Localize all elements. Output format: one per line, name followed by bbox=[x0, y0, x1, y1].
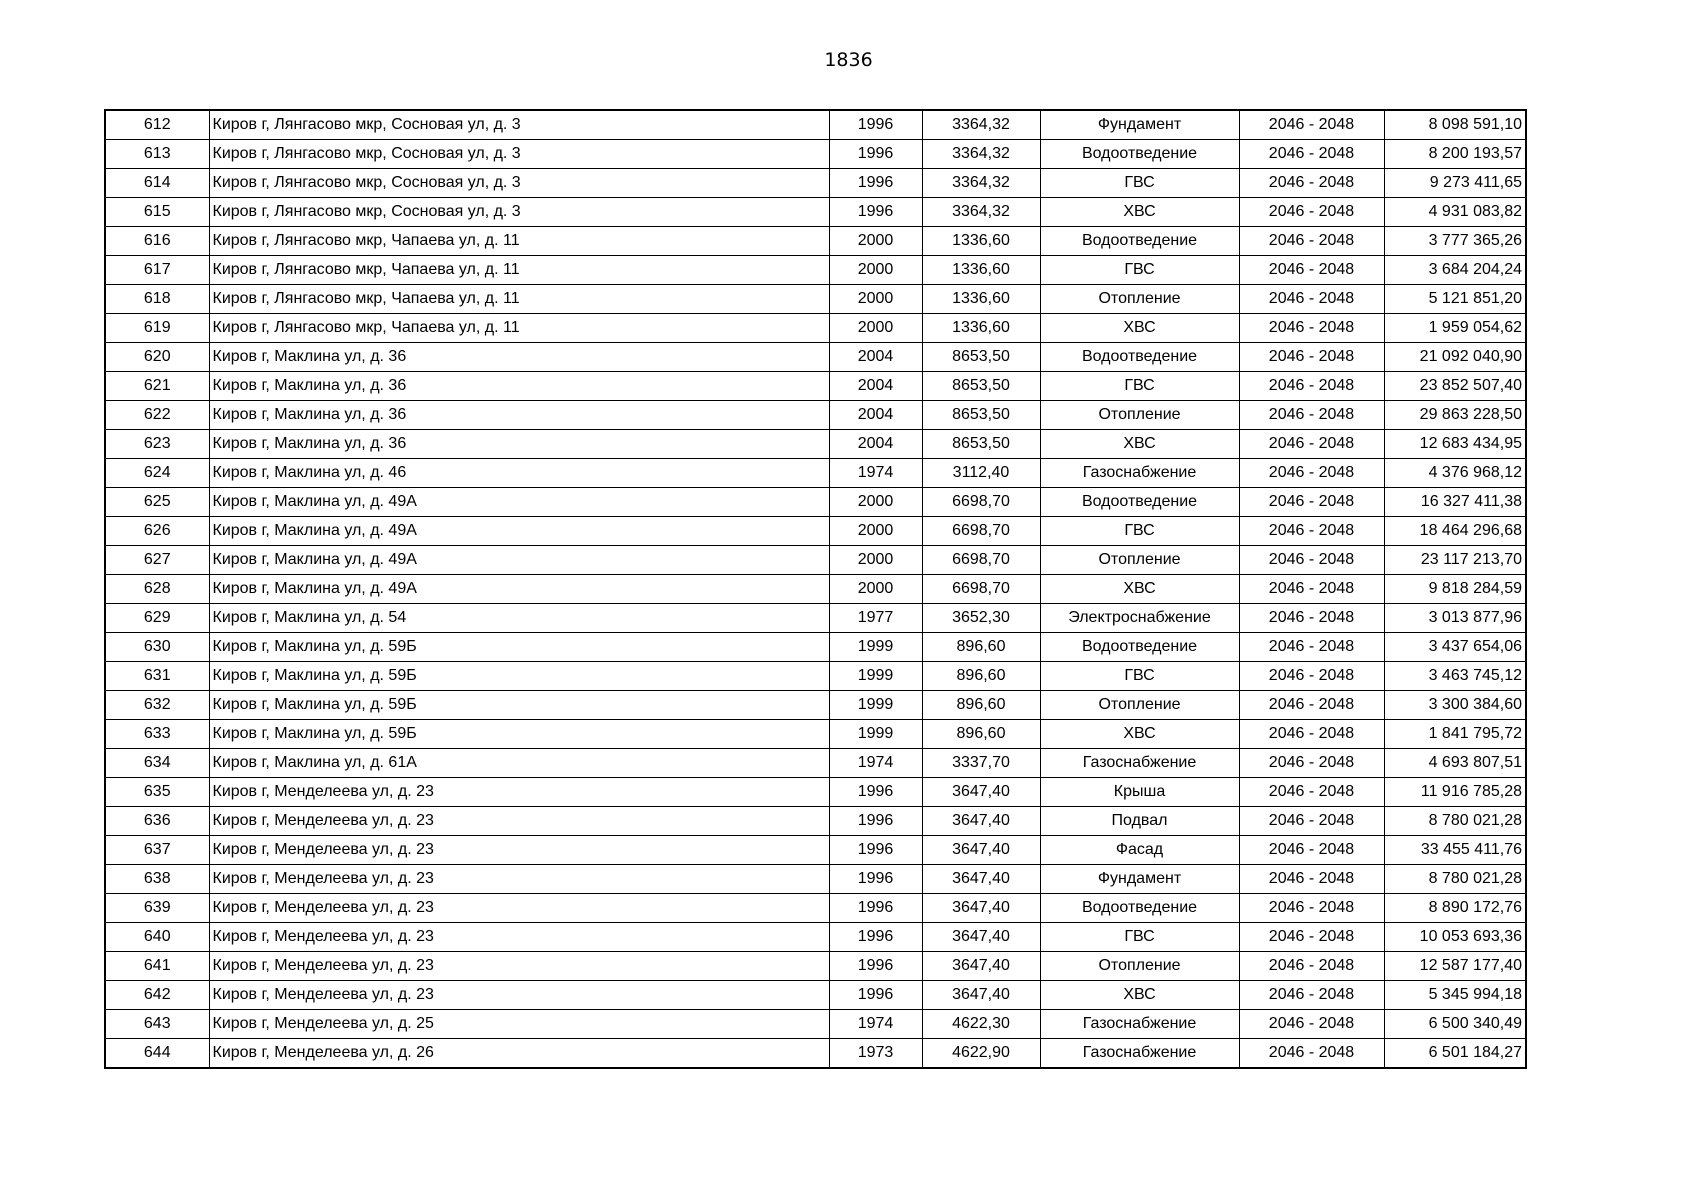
cell-work-type: Водоотведение bbox=[1040, 633, 1239, 662]
cell-row-number: 635 bbox=[105, 778, 209, 807]
cell-work-type: ГВС bbox=[1040, 169, 1239, 198]
cell-period: 2046 - 2048 bbox=[1239, 285, 1384, 314]
cell-build-year: 2000 bbox=[829, 546, 922, 575]
cell-area: 3647,40 bbox=[922, 836, 1040, 865]
repair-schedule-table bbox=[104, 109, 1527, 1069]
cell-period: 2046 - 2048 bbox=[1239, 633, 1384, 662]
cell-work-type: ХВС bbox=[1040, 720, 1239, 749]
cell-cost: 3 777 365,26 bbox=[1384, 227, 1526, 256]
cell-cost: 23 852 507,40 bbox=[1384, 372, 1526, 401]
cell-address: Киров г, Менделеева ул, д. 23 bbox=[209, 923, 829, 952]
table-row bbox=[105, 778, 1526, 807]
cell-row-number: 638 bbox=[105, 865, 209, 894]
cell-address: Киров г, Менделеева ул, д. 25 bbox=[209, 1010, 829, 1039]
cell-address: Киров г, Маклина ул, д. 49А bbox=[209, 488, 829, 517]
cell-cost: 3 437 654,06 bbox=[1384, 633, 1526, 662]
cell-row-number: 640 bbox=[105, 923, 209, 952]
cell-period: 2046 - 2048 bbox=[1239, 169, 1384, 198]
cell-build-year: 2000 bbox=[829, 314, 922, 343]
cell-build-year: 2000 bbox=[829, 256, 922, 285]
cell-address: Киров г, Маклина ул, д. 49А bbox=[209, 546, 829, 575]
cell-address: Киров г, Лянгасово мкр, Чапаева ул, д. 11 bbox=[209, 256, 829, 285]
cell-row-number: 615 bbox=[105, 198, 209, 227]
cell-work-type: ХВС bbox=[1040, 575, 1239, 604]
cell-work-type: ХВС bbox=[1040, 981, 1239, 1010]
cell-period: 2046 - 2048 bbox=[1239, 923, 1384, 952]
cell-build-year: 2000 bbox=[829, 575, 922, 604]
cell-area: 6698,70 bbox=[922, 488, 1040, 517]
cell-period: 2046 - 2048 bbox=[1239, 401, 1384, 430]
cell-cost: 3 300 384,60 bbox=[1384, 691, 1526, 720]
cell-period: 2046 - 2048 bbox=[1239, 952, 1384, 981]
cell-build-year: 1996 bbox=[829, 140, 922, 169]
cell-build-year: 1973 bbox=[829, 1039, 922, 1069]
cell-period: 2046 - 2048 bbox=[1239, 110, 1384, 140]
cell-cost: 5 345 994,18 bbox=[1384, 981, 1526, 1010]
cell-area: 896,60 bbox=[922, 720, 1040, 749]
cell-address: Киров г, Лянгасово мкр, Сосновая ул, д. 3 bbox=[209, 140, 829, 169]
cell-area: 1336,60 bbox=[922, 285, 1040, 314]
table-row bbox=[105, 662, 1526, 691]
cell-cost: 3 463 745,12 bbox=[1384, 662, 1526, 691]
cell-row-number: 619 bbox=[105, 314, 209, 343]
cell-row-number: 622 bbox=[105, 401, 209, 430]
cell-cost: 8 780 021,28 bbox=[1384, 807, 1526, 836]
cell-cost: 6 501 184,27 bbox=[1384, 1039, 1526, 1069]
cell-build-year: 1974 bbox=[829, 1010, 922, 1039]
cell-cost: 16 327 411,38 bbox=[1384, 488, 1526, 517]
cell-address: Киров г, Лянгасово мкр, Сосновая ул, д. 3 bbox=[209, 198, 829, 227]
cell-build-year: 1996 bbox=[829, 110, 922, 140]
cell-build-year: 1999 bbox=[829, 662, 922, 691]
cell-address: Киров г, Маклина ул, д. 54 bbox=[209, 604, 829, 633]
cell-work-type: Газоснабжение bbox=[1040, 749, 1239, 778]
table-row bbox=[105, 227, 1526, 256]
table-row bbox=[105, 517, 1526, 546]
cell-address: Киров г, Менделеева ул, д. 23 bbox=[209, 894, 829, 923]
cell-work-type: Отопление bbox=[1040, 401, 1239, 430]
cell-address: Киров г, Маклина ул, д. 46 bbox=[209, 459, 829, 488]
cell-area: 8653,50 bbox=[922, 430, 1040, 459]
cell-build-year: 2004 bbox=[829, 401, 922, 430]
cell-build-year: 1999 bbox=[829, 720, 922, 749]
cell-cost: 12 587 177,40 bbox=[1384, 952, 1526, 981]
cell-build-year: 1996 bbox=[829, 807, 922, 836]
table-row bbox=[105, 807, 1526, 836]
cell-row-number: 628 bbox=[105, 575, 209, 604]
cell-period: 2046 - 2048 bbox=[1239, 981, 1384, 1010]
cell-work-type: ХВС bbox=[1040, 198, 1239, 227]
cell-address: Киров г, Маклина ул, д. 36 bbox=[209, 372, 829, 401]
cell-row-number: 630 bbox=[105, 633, 209, 662]
cell-row-number: 620 bbox=[105, 343, 209, 372]
cell-build-year: 1996 bbox=[829, 836, 922, 865]
cell-work-type: ГВС bbox=[1040, 517, 1239, 546]
cell-build-year: 1996 bbox=[829, 198, 922, 227]
table-row bbox=[105, 1039, 1526, 1069]
cell-period: 2046 - 2048 bbox=[1239, 256, 1384, 285]
cell-cost: 4 693 807,51 bbox=[1384, 749, 1526, 778]
cell-period: 2046 - 2048 bbox=[1239, 807, 1384, 836]
cell-cost: 1 959 054,62 bbox=[1384, 314, 1526, 343]
cell-work-type: ГВС bbox=[1040, 372, 1239, 401]
cell-cost: 33 455 411,76 bbox=[1384, 836, 1526, 865]
cell-area: 3652,30 bbox=[922, 604, 1040, 633]
cell-row-number: 626 bbox=[105, 517, 209, 546]
cell-build-year: 1977 bbox=[829, 604, 922, 633]
cell-work-type: Газоснабжение bbox=[1040, 1039, 1239, 1069]
cell-period: 2046 - 2048 bbox=[1239, 691, 1384, 720]
cell-area: 8653,50 bbox=[922, 401, 1040, 430]
cell-work-type: Газоснабжение bbox=[1040, 459, 1239, 488]
cell-period: 2046 - 2048 bbox=[1239, 894, 1384, 923]
cell-build-year: 1999 bbox=[829, 691, 922, 720]
cell-work-type: Фундамент bbox=[1040, 110, 1239, 140]
cell-build-year: 2004 bbox=[829, 430, 922, 459]
cell-address: Киров г, Менделеева ул, д. 23 bbox=[209, 836, 829, 865]
cell-work-type: Отопление bbox=[1040, 546, 1239, 575]
cell-address: Киров г, Лянгасово мкр, Сосновая ул, д. 3 bbox=[209, 169, 829, 198]
cell-row-number: 617 bbox=[105, 256, 209, 285]
cell-area: 4622,30 bbox=[922, 1010, 1040, 1039]
cell-area: 896,60 bbox=[922, 633, 1040, 662]
table-row bbox=[105, 140, 1526, 169]
cell-area: 3647,40 bbox=[922, 952, 1040, 981]
cell-build-year: 1974 bbox=[829, 459, 922, 488]
cell-area: 8653,50 bbox=[922, 372, 1040, 401]
cell-build-year: 1974 bbox=[829, 749, 922, 778]
cell-work-type: ХВС bbox=[1040, 314, 1239, 343]
cell-address: Киров г, Маклина ул, д. 59Б bbox=[209, 633, 829, 662]
table-row bbox=[105, 952, 1526, 981]
cell-row-number: 631 bbox=[105, 662, 209, 691]
cell-period: 2046 - 2048 bbox=[1239, 604, 1384, 633]
cell-work-type: Водоотведение bbox=[1040, 140, 1239, 169]
cell-area: 1336,60 bbox=[922, 314, 1040, 343]
cell-cost: 4 376 968,12 bbox=[1384, 459, 1526, 488]
table-row bbox=[105, 488, 1526, 517]
cell-row-number: 627 bbox=[105, 546, 209, 575]
cell-period: 2046 - 2048 bbox=[1239, 459, 1384, 488]
cell-row-number: 625 bbox=[105, 488, 209, 517]
cell-period: 2046 - 2048 bbox=[1239, 488, 1384, 517]
cell-area: 6698,70 bbox=[922, 517, 1040, 546]
cell-work-type: ХВС bbox=[1040, 430, 1239, 459]
cell-work-type: Водоотведение bbox=[1040, 488, 1239, 517]
table-row bbox=[105, 343, 1526, 372]
cell-cost: 9 273 411,65 bbox=[1384, 169, 1526, 198]
cell-area: 3647,40 bbox=[922, 894, 1040, 923]
cell-area: 3364,32 bbox=[922, 110, 1040, 140]
cell-area: 1336,60 bbox=[922, 256, 1040, 285]
cell-period: 2046 - 2048 bbox=[1239, 198, 1384, 227]
table-row bbox=[105, 865, 1526, 894]
cell-row-number: 642 bbox=[105, 981, 209, 1010]
table-row bbox=[105, 169, 1526, 198]
cell-work-type: Фасад bbox=[1040, 836, 1239, 865]
cell-area: 896,60 bbox=[922, 691, 1040, 720]
cell-row-number: 644 bbox=[105, 1039, 209, 1069]
cell-row-number: 616 bbox=[105, 227, 209, 256]
cell-row-number: 621 bbox=[105, 372, 209, 401]
cell-period: 2046 - 2048 bbox=[1239, 227, 1384, 256]
cell-period: 2046 - 2048 bbox=[1239, 1010, 1384, 1039]
cell-address: Киров г, Менделеева ул, д. 23 bbox=[209, 865, 829, 894]
cell-area: 3337,70 bbox=[922, 749, 1040, 778]
cell-work-type: Крыша bbox=[1040, 778, 1239, 807]
table-row bbox=[105, 285, 1526, 314]
cell-row-number: 624 bbox=[105, 459, 209, 488]
cell-address: Киров г, Лянгасово мкр, Чапаева ул, д. 11 bbox=[209, 227, 829, 256]
cell-build-year: 2004 bbox=[829, 372, 922, 401]
cell-work-type: Водоотведение bbox=[1040, 343, 1239, 372]
cell-build-year: 1996 bbox=[829, 778, 922, 807]
cell-cost: 3 013 877,96 bbox=[1384, 604, 1526, 633]
cell-cost: 29 863 228,50 bbox=[1384, 401, 1526, 430]
cell-row-number: 613 bbox=[105, 140, 209, 169]
cell-build-year: 1996 bbox=[829, 923, 922, 952]
cell-cost: 8 098 591,10 bbox=[1384, 110, 1526, 140]
cell-build-year: 2000 bbox=[829, 488, 922, 517]
table-row bbox=[105, 720, 1526, 749]
cell-cost: 8 200 193,57 bbox=[1384, 140, 1526, 169]
cell-address: Киров г, Лянгасово мкр, Чапаева ул, д. 11 bbox=[209, 285, 829, 314]
cell-period: 2046 - 2048 bbox=[1239, 662, 1384, 691]
cell-period: 2046 - 2048 bbox=[1239, 1039, 1384, 1069]
cell-period: 2046 - 2048 bbox=[1239, 720, 1384, 749]
cell-cost: 18 464 296,68 bbox=[1384, 517, 1526, 546]
cell-work-type: Электроснабжение bbox=[1040, 604, 1239, 633]
table-row bbox=[105, 198, 1526, 227]
cell-work-type: Фундамент bbox=[1040, 865, 1239, 894]
cell-build-year: 2000 bbox=[829, 517, 922, 546]
cell-area: 3647,40 bbox=[922, 865, 1040, 894]
cell-area: 3364,32 bbox=[922, 198, 1040, 227]
table-row bbox=[105, 836, 1526, 865]
table-row bbox=[105, 691, 1526, 720]
cell-work-type: Отопление bbox=[1040, 285, 1239, 314]
cell-work-type: Водоотведение bbox=[1040, 227, 1239, 256]
cell-cost: 5 121 851,20 bbox=[1384, 285, 1526, 314]
cell-build-year: 1996 bbox=[829, 981, 922, 1010]
cell-work-type: Водоотведение bbox=[1040, 894, 1239, 923]
cell-row-number: 641 bbox=[105, 952, 209, 981]
cell-work-type: Отопление bbox=[1040, 691, 1239, 720]
cell-row-number: 629 bbox=[105, 604, 209, 633]
cell-address: Киров г, Менделеева ул, д. 23 bbox=[209, 807, 829, 836]
page-number: 1836 bbox=[824, 49, 873, 71]
table-row bbox=[105, 604, 1526, 633]
table-row bbox=[105, 633, 1526, 662]
cell-cost: 12 683 434,95 bbox=[1384, 430, 1526, 459]
cell-address: Киров г, Лянгасово мкр, Чапаева ул, д. 11 bbox=[209, 314, 829, 343]
cell-address: Киров г, Маклина ул, д. 49А bbox=[209, 517, 829, 546]
cell-cost: 1 841 795,72 bbox=[1384, 720, 1526, 749]
cell-build-year: 1996 bbox=[829, 169, 922, 198]
cell-area: 3647,40 bbox=[922, 923, 1040, 952]
table-container bbox=[104, 109, 1527, 1069]
cell-address: Киров г, Менделеева ул, д. 23 bbox=[209, 778, 829, 807]
table-row bbox=[105, 459, 1526, 488]
cell-build-year: 2004 bbox=[829, 343, 922, 372]
cell-address: Киров г, Лянгасово мкр, Сосновая ул, д. 3 bbox=[209, 110, 829, 140]
cell-area: 3364,32 bbox=[922, 140, 1040, 169]
table-row bbox=[105, 749, 1526, 778]
cell-period: 2046 - 2048 bbox=[1239, 778, 1384, 807]
cell-area: 896,60 bbox=[922, 662, 1040, 691]
cell-period: 2046 - 2048 bbox=[1239, 140, 1384, 169]
cell-row-number: 612 bbox=[105, 110, 209, 140]
cell-address: Киров г, Менделеева ул, д. 23 bbox=[209, 981, 829, 1010]
cell-row-number: 632 bbox=[105, 691, 209, 720]
cell-work-type: Подвал bbox=[1040, 807, 1239, 836]
cell-cost: 10 053 693,36 bbox=[1384, 923, 1526, 952]
cell-row-number: 618 bbox=[105, 285, 209, 314]
cell-area: 3364,32 bbox=[922, 169, 1040, 198]
table-row bbox=[105, 314, 1526, 343]
table-row bbox=[105, 981, 1526, 1010]
cell-area: 3647,40 bbox=[922, 981, 1040, 1010]
table-body bbox=[105, 110, 1526, 1068]
cell-address: Киров г, Маклина ул, д. 36 bbox=[209, 430, 829, 459]
table-row bbox=[105, 575, 1526, 604]
table-row bbox=[105, 546, 1526, 575]
cell-area: 4622,90 bbox=[922, 1039, 1040, 1069]
cell-period: 2046 - 2048 bbox=[1239, 430, 1384, 459]
cell-work-type: ГВС bbox=[1040, 662, 1239, 691]
cell-row-number: 614 bbox=[105, 169, 209, 198]
cell-period: 2046 - 2048 bbox=[1239, 836, 1384, 865]
cell-cost: 21 092 040,90 bbox=[1384, 343, 1526, 372]
cell-row-number: 636 bbox=[105, 807, 209, 836]
cell-work-type: Отопление bbox=[1040, 952, 1239, 981]
cell-address: Киров г, Менделеева ул, д. 23 bbox=[209, 952, 829, 981]
cell-address: Киров г, Маклина ул, д. 49А bbox=[209, 575, 829, 604]
cell-area: 8653,50 bbox=[922, 343, 1040, 372]
cell-build-year: 1999 bbox=[829, 633, 922, 662]
cell-cost: 8 780 021,28 bbox=[1384, 865, 1526, 894]
cell-period: 2046 - 2048 bbox=[1239, 314, 1384, 343]
cell-area: 1336,60 bbox=[922, 227, 1040, 256]
cell-area: 3647,40 bbox=[922, 778, 1040, 807]
cell-period: 2046 - 2048 bbox=[1239, 343, 1384, 372]
table-row bbox=[105, 372, 1526, 401]
cell-build-year: 1996 bbox=[829, 865, 922, 894]
cell-period: 2046 - 2048 bbox=[1239, 546, 1384, 575]
cell-work-type: ГВС bbox=[1040, 923, 1239, 952]
cell-period: 2046 - 2048 bbox=[1239, 749, 1384, 778]
cell-cost: 9 818 284,59 bbox=[1384, 575, 1526, 604]
cell-work-type: Газоснабжение bbox=[1040, 1010, 1239, 1039]
cell-address: Киров г, Маклина ул, д. 59Б bbox=[209, 662, 829, 691]
table-row bbox=[105, 401, 1526, 430]
cell-period: 2046 - 2048 bbox=[1239, 517, 1384, 546]
cell-build-year: 1996 bbox=[829, 894, 922, 923]
cell-address: Киров г, Маклина ул, д. 61А bbox=[209, 749, 829, 778]
table-row bbox=[105, 110, 1526, 140]
table-row bbox=[105, 430, 1526, 459]
cell-address: Киров г, Маклина ул, д. 59Б bbox=[209, 691, 829, 720]
cell-period: 2046 - 2048 bbox=[1239, 865, 1384, 894]
table-row bbox=[105, 894, 1526, 923]
cell-row-number: 623 bbox=[105, 430, 209, 459]
cell-area: 3647,40 bbox=[922, 807, 1040, 836]
table-row bbox=[105, 256, 1526, 285]
cell-work-type: ГВС bbox=[1040, 256, 1239, 285]
cell-address: Киров г, Менделеева ул, д. 26 bbox=[209, 1039, 829, 1069]
cell-row-number: 639 bbox=[105, 894, 209, 923]
table-row bbox=[105, 923, 1526, 952]
table-row bbox=[105, 1010, 1526, 1039]
cell-area: 3112,40 bbox=[922, 459, 1040, 488]
cell-row-number: 634 bbox=[105, 749, 209, 778]
cell-row-number: 643 bbox=[105, 1010, 209, 1039]
cell-period: 2046 - 2048 bbox=[1239, 575, 1384, 604]
cell-cost: 3 684 204,24 bbox=[1384, 256, 1526, 285]
cell-address: Киров г, Маклина ул, д. 36 bbox=[209, 343, 829, 372]
cell-area: 6698,70 bbox=[922, 575, 1040, 604]
cell-area: 6698,70 bbox=[922, 546, 1040, 575]
cell-cost: 4 931 083,82 bbox=[1384, 198, 1526, 227]
cell-cost: 23 117 213,70 bbox=[1384, 546, 1526, 575]
cell-row-number: 633 bbox=[105, 720, 209, 749]
cell-build-year: 1996 bbox=[829, 952, 922, 981]
cell-build-year: 2000 bbox=[829, 227, 922, 256]
cell-period: 2046 - 2048 bbox=[1239, 372, 1384, 401]
cell-cost: 11 916 785,28 bbox=[1384, 778, 1526, 807]
cell-build-year: 2000 bbox=[829, 285, 922, 314]
cell-address: Киров г, Маклина ул, д. 59Б bbox=[209, 720, 829, 749]
cell-cost: 6 500 340,49 bbox=[1384, 1010, 1526, 1039]
cell-row-number: 637 bbox=[105, 836, 209, 865]
cell-address: Киров г, Маклина ул, д. 36 bbox=[209, 401, 829, 430]
cell-cost: 8 890 172,76 bbox=[1384, 894, 1526, 923]
